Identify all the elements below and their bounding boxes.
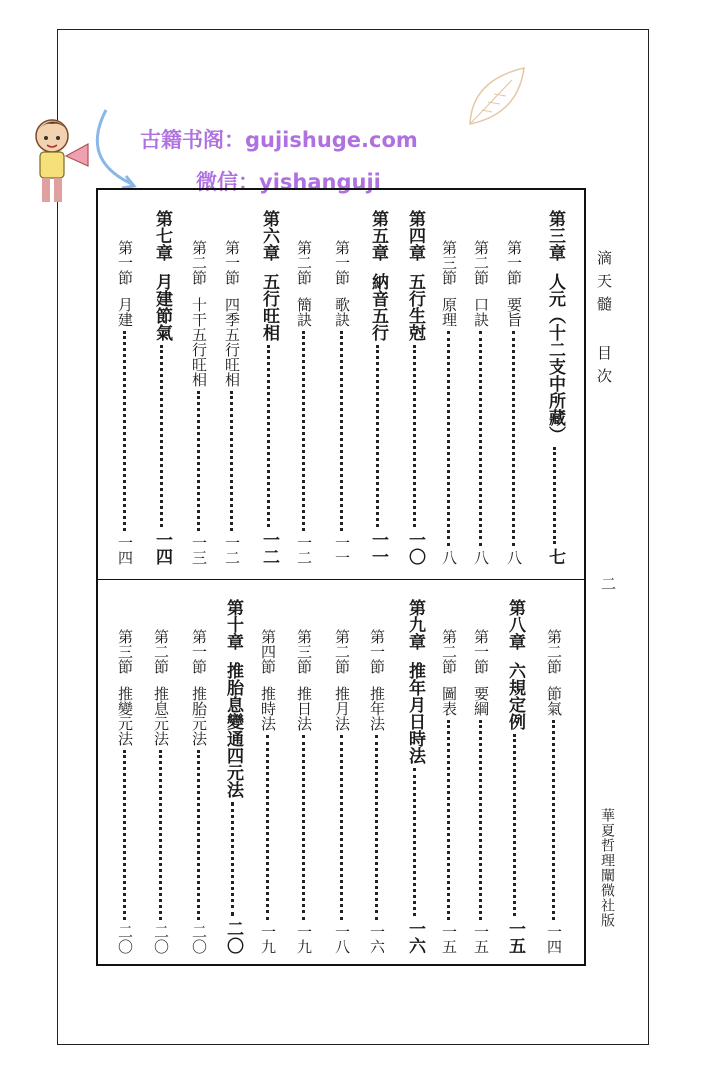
- toc-section-entry: [224, 240, 239, 565]
- toc-top-half: [98, 190, 584, 579]
- leader-dots: [340, 331, 343, 531]
- entry-page-number: 一五: [505, 920, 525, 954]
- entry-page-number: 二〇: [190, 924, 208, 954]
- toc-chapter-entry: [506, 599, 523, 954]
- leader-dots: [375, 735, 378, 920]
- entry-label: 第三章: [545, 210, 565, 261]
- entry-label: 第二節: [440, 629, 458, 674]
- entry-page-number: 一六: [405, 920, 425, 954]
- toc-section-entry: [369, 629, 384, 954]
- entry-page-number: 一二: [259, 531, 279, 565]
- entry-label: 第二節: [190, 240, 208, 285]
- entry-page-number: 一〇: [405, 531, 425, 565]
- leader-dots: [197, 391, 200, 531]
- toc-chapter-entry: [153, 210, 170, 565]
- leader-dots: [447, 331, 450, 546]
- entry-title: 五行生尅: [405, 273, 425, 341]
- entry-page-number: 一四: [152, 531, 172, 565]
- entry-label: 第七章: [152, 210, 172, 261]
- entry-title: 推時法: [259, 686, 277, 731]
- entry-label: 第一節: [472, 629, 490, 674]
- entry-label: 第二節: [333, 629, 351, 674]
- entry-title: 推年法: [368, 686, 386, 731]
- entry-page-number: 八: [440, 550, 458, 565]
- leader-dots: [479, 331, 482, 546]
- entry-page-number: 二〇: [152, 924, 170, 954]
- toc-section-entry: [506, 240, 521, 565]
- leader-dots: [479, 720, 482, 920]
- page-number: 二: [599, 576, 617, 595]
- entry-title: 要旨: [505, 297, 523, 327]
- entry-label: 第九章: [405, 599, 425, 650]
- entry-page-number: 一五: [472, 924, 490, 954]
- entry-title: 口訣: [472, 297, 490, 327]
- entry-label: 第一節: [223, 240, 241, 285]
- entry-page-number: 一三: [190, 535, 208, 565]
- entry-title: 六規定例: [505, 662, 525, 730]
- entry-title: 五行旺相: [259, 273, 279, 341]
- toc-section-entry: [296, 240, 311, 565]
- leader-dots: [197, 750, 200, 920]
- entry-title: 簡訣: [295, 297, 313, 327]
- leader-dots: [413, 768, 416, 916]
- entry-label: 第四節: [259, 629, 277, 674]
- toc-chapter-entry: [260, 210, 277, 565]
- entry-label: 第一節: [190, 629, 208, 674]
- entry-title: 歌訣: [333, 297, 351, 327]
- toc-chapter-entry: [406, 599, 423, 954]
- toc-section-entry: [191, 240, 206, 565]
- entry-page-number: 一一: [333, 535, 351, 565]
- toc-section-entry: [260, 629, 275, 954]
- entry-label: 第二節: [152, 629, 170, 674]
- entry-label: 第五章: [368, 210, 388, 261]
- entry-title: 推日法: [295, 686, 313, 731]
- entry-page-number: 八: [472, 550, 490, 565]
- leader-dots: [159, 750, 162, 920]
- entry-title: 月建: [116, 297, 134, 327]
- leaf-icon: [462, 62, 532, 132]
- watermark-wechat: 微信：yishanguji: [196, 170, 381, 194]
- leader-dots: [447, 720, 450, 920]
- toc-section-entry: [117, 629, 132, 954]
- entry-label: 第四章: [405, 210, 425, 261]
- entry-title: 月建節氣: [152, 273, 172, 341]
- watermark-site: 古籍书阁：gujishuge.com: [140, 128, 418, 152]
- toc-section-entry: [441, 240, 456, 565]
- entry-title: 推變元法: [116, 686, 134, 746]
- entry-label: 第二節: [295, 240, 313, 285]
- toc-bottom-half: [98, 579, 584, 968]
- entry-title: 推胎元法: [190, 686, 208, 746]
- entry-title: 節氣: [545, 686, 563, 716]
- entry-page-number: 一六: [368, 924, 386, 954]
- entry-page-number: 二〇: [223, 920, 243, 954]
- entry-label: 第二節: [545, 629, 563, 674]
- entry-title: 推胎息變通四元法: [223, 662, 243, 798]
- leader-dots: [123, 331, 126, 531]
- leader-dots: [230, 391, 233, 531]
- entry-title: 推息元法: [152, 686, 170, 746]
- publisher-name: 華夏哲理闡微社版: [599, 808, 615, 928]
- toc-section-entry: [117, 240, 132, 565]
- entry-page-number: 一五: [440, 924, 458, 954]
- entry-title: 推月法: [333, 686, 351, 731]
- toc-section-entry: [473, 240, 488, 565]
- entry-label: 第八章: [505, 599, 525, 650]
- entry-title: 推年月日時法: [405, 662, 425, 764]
- entry-label: 第三節: [295, 629, 313, 674]
- entry-page-number: 一二: [223, 535, 241, 565]
- entry-page-number: 七: [545, 548, 565, 565]
- leader-dots: [302, 331, 305, 531]
- toc-chapter-entry: [224, 599, 241, 954]
- leader-dots: [266, 735, 269, 920]
- entry-title: 圖表: [440, 686, 458, 716]
- leader-dots: [376, 345, 379, 527]
- entry-label: 第六章: [259, 210, 279, 261]
- entry-title: 要綱: [472, 686, 490, 716]
- toc-section-entry: [441, 629, 456, 954]
- toc-section-entry: [546, 629, 561, 954]
- toc-section-entry: [296, 629, 311, 954]
- leader-dots: [231, 802, 234, 916]
- toc-section-entry: [334, 629, 349, 954]
- toc-section-entry: [191, 629, 206, 954]
- toc-section-entry: [473, 629, 488, 954]
- leader-dots: [413, 345, 416, 527]
- entry-page-number: 一九: [295, 924, 313, 954]
- toc-chapter-entry: [546, 210, 563, 565]
- entry-label: 第三節: [116, 629, 134, 674]
- entry-label: 第一節: [116, 240, 134, 285]
- entry-title: 人元（十二支中所藏）: [545, 273, 565, 443]
- entry-page-number: 一八: [333, 924, 351, 954]
- entry-page-number: 八: [505, 550, 523, 565]
- entry-title: 納音五行: [368, 273, 388, 341]
- leader-dots: [552, 720, 555, 920]
- leader-dots: [160, 345, 163, 527]
- table-of-contents: [96, 188, 586, 966]
- toc-chapter-entry: [406, 210, 423, 565]
- entry-page-number: 一二: [295, 535, 313, 565]
- leader-dots: [513, 734, 516, 916]
- toc-section-entry: [153, 629, 168, 954]
- entry-title: 四季五行旺相: [223, 297, 241, 387]
- entry-label: 第一節: [505, 240, 523, 285]
- entry-label: 第十章: [223, 599, 243, 650]
- entry-page-number: 一九: [259, 924, 277, 954]
- entry-title: 原理: [440, 297, 458, 327]
- entry-page-number: 一四: [545, 924, 563, 954]
- entry-page-number: 二〇: [116, 924, 134, 954]
- leader-dots: [123, 750, 126, 920]
- toc-chapter-entry: [369, 210, 386, 565]
- leader-dots: [340, 735, 343, 920]
- toc-section-entry: [334, 240, 349, 565]
- entry-title: 十干五行旺相: [190, 297, 208, 387]
- entry-label: 第三節: [440, 240, 458, 285]
- entry-label: 第一節: [333, 240, 351, 285]
- leader-dots: [302, 735, 305, 920]
- entry-page-number: 一四: [116, 535, 134, 565]
- leader-dots: [267, 345, 270, 527]
- entry-page-number: 一一: [368, 531, 388, 565]
- leader-dots: [553, 447, 556, 544]
- book-title: 滴天髓 目次: [595, 250, 613, 391]
- leader-dots: [512, 331, 515, 546]
- entry-label: 第二節: [472, 240, 490, 285]
- entry-label: 第一節: [368, 629, 386, 674]
